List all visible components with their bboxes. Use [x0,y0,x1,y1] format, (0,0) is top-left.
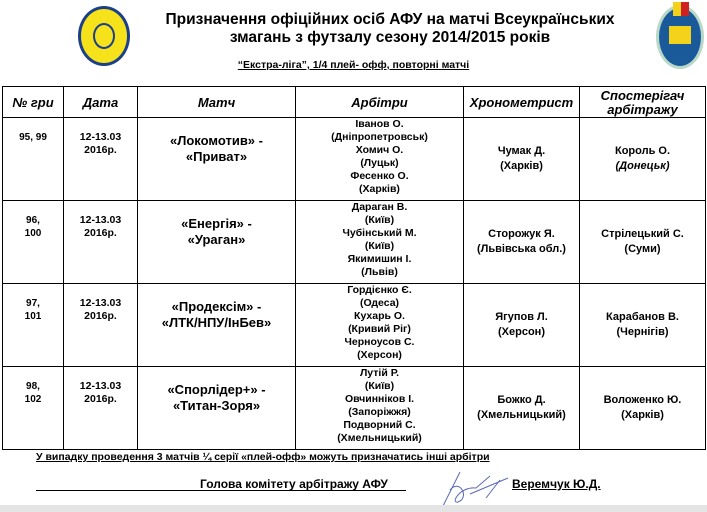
cell-line: Кухарь О. [354,310,405,322]
cell-line: «Ураган» [187,232,246,247]
match-cell [138,118,296,201]
cell-line: (Херсон) [498,326,545,338]
date-cell: 12-13.03 2016р. [64,284,138,367]
header-col-date: Дата [64,87,138,118]
referees-cell [296,201,464,284]
cell-line: (Херсон) [357,349,402,361]
cell-line: (Донецьк) [615,160,670,172]
cell-line: (Харків) [621,409,664,421]
observer-cell [580,284,706,367]
cell-line: Черноусов С. [344,336,415,348]
cell-line: «Спорлідер+» - [167,382,266,397]
page-bottom-edge [0,505,707,512]
header-col-referees: Арбітри [296,87,464,118]
cell-line: (Суми) [624,243,661,255]
signatory-name: Веремчук Ю.Д. [512,477,601,491]
cell-line: (Львівська обл.) [477,243,566,255]
date-cell: 12-13.03 2016р. [64,367,138,450]
cell-line: Воложенко Ю. [603,394,682,406]
match-cell [138,284,296,367]
cell-line: «Енергія» - [181,216,252,231]
timekeeper-cell [464,118,580,201]
cell-line: «Приват» [185,149,248,164]
game-number-cell: 95, 99 [3,118,64,201]
cell-line: Фесенко О. [350,170,409,182]
cell-line: Чумак Д. [497,145,546,157]
header-col-number: № гри [3,87,64,118]
cell-line: Ягупов Л. [495,311,548,323]
date-cell: 12-13.03 2016р. [64,118,138,201]
cell-line: (Харків) [359,183,400,195]
match-cell [138,201,296,284]
cell-line: Подворний С. [343,419,416,431]
document-title [140,11,640,47]
cell-line: Лутій Р. [359,367,400,379]
observer-cell [580,118,706,201]
cell-line: (Дніпропетровськ) [331,131,428,143]
cell-line: (Чернігів) [616,326,669,338]
cell-line: (Львів) [361,266,398,278]
cell-line: (Київ) [364,240,395,252]
header-col-timekeeper: Хронометрист [464,87,580,118]
title-line-2: змагань з футзалу сезону 2014/2015 років [229,29,551,46]
referees-cell [296,367,464,450]
cell-line: (Луцьк) [360,157,399,169]
title-line-1: Призначення офіційних осіб АФУ на матчі Всеукраїнських [165,11,615,28]
subtitle: “Екстра-ліга”, 1/4 плей- офф, повторні матчі [237,59,470,71]
cell-line: Сторожук Я. [488,228,555,240]
cell-line: (Одеса) [359,297,400,309]
cell-line: «Продексім» - [171,299,262,314]
header-col-observer: Спостерігач арбітражу [580,87,706,118]
referees-cell [296,118,464,201]
cell-line: (Київ) [364,214,395,226]
signature-title: Голова комітету арбітражу АФУ [200,477,388,491]
cell-line: Король О. [614,145,671,157]
match-cell [138,367,296,450]
note: У випадку проведення 3 матчів ¼ серії «плей-офф» можуть призначатись інші арбітри [36,451,490,463]
table-row [3,284,706,367]
game-number-cell: 96, 100 [3,201,64,284]
cell-line: Божко Д. [497,394,546,406]
cell-line: «Титан-Зоря» [172,398,261,413]
cell-line: «ЛТК/НПУ/ІнБев» [161,315,272,330]
header-col-match: Матч [138,87,296,118]
cell-line: «Локомотив» - [170,133,263,148]
timekeeper-cell [464,201,580,284]
table-row [3,118,706,201]
cell-line: Овчинніков І. [344,393,415,405]
cell-line: Карабанов В. [606,311,679,323]
cell-line: Гордієнко Є. [347,284,412,296]
date-cell: 12-13.03 2016р. [64,201,138,284]
appointments-table [2,86,706,450]
cell-line: (Кривий Ріг) [348,323,411,335]
timekeeper-cell [464,284,580,367]
cell-line: Стрілецький С. [601,228,684,240]
cell-line: (Київ) [364,380,395,392]
table-row [3,201,706,284]
game-number-cell: 98, 102 [3,367,64,450]
table-row [3,367,706,450]
cell-line: Дараган В. [351,201,408,213]
cell-line: Чубінський М. [342,227,417,239]
observer-cell [580,201,706,284]
mini-football-association-logo [78,6,130,66]
cell-line: Якимишин І. [347,253,412,265]
cell-line: Іванов О. [355,118,404,130]
cell-line: (Хмельницький) [337,432,422,444]
observer-cell [580,367,706,450]
timekeeper-cell [464,367,580,450]
referees-cell [296,284,464,367]
game-number-cell: 97, 101 [3,284,64,367]
cell-line: (Запоріжжя) [348,406,411,418]
cell-line: (Хмельницький) [477,409,566,421]
cell-line: (Харків) [500,160,543,172]
cell-line: Хомич О. [355,144,404,156]
